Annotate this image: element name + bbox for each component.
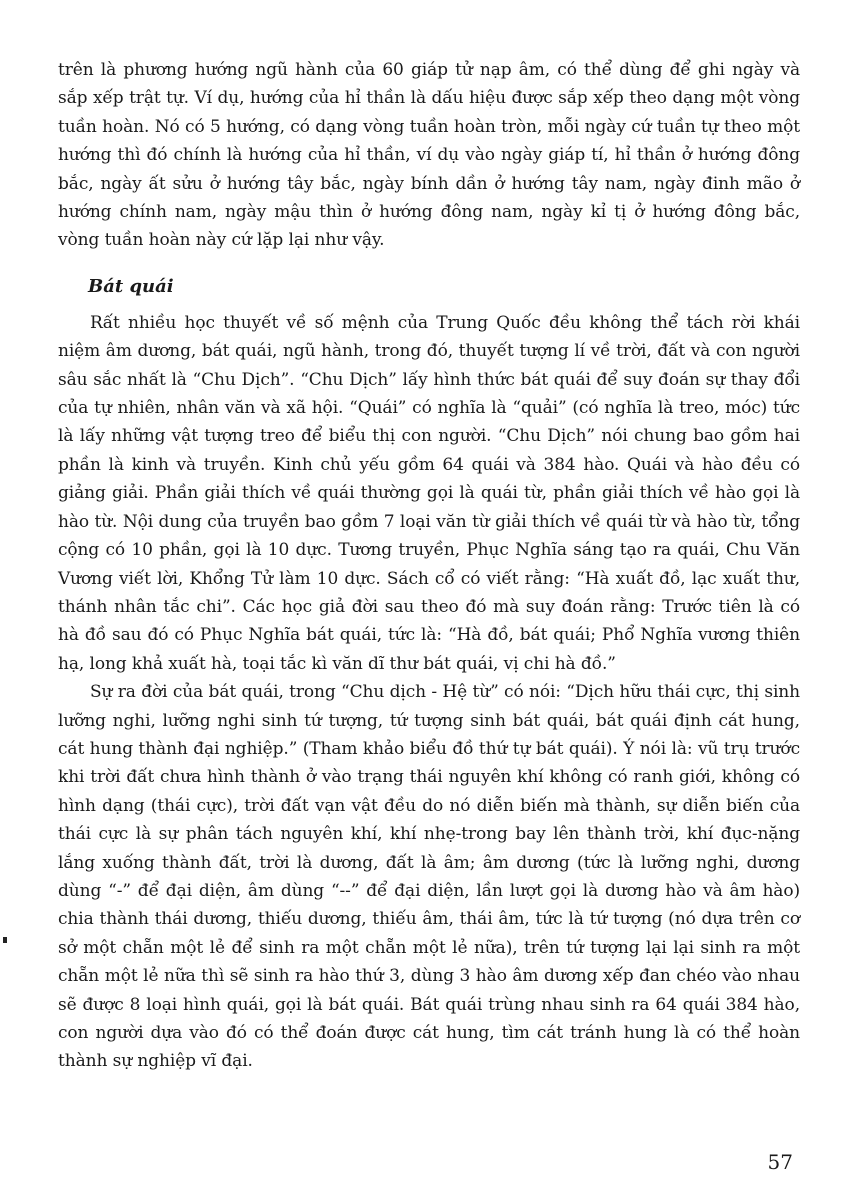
page-number: 57 [767, 1150, 793, 1174]
intro-paragraph: trên là phương hướng ngũ hành của 60 giáp tử nạp âm, có thể dùng để ghi ngày và sắp xếp trật tự. Ví dụ, hướng của hỉ thần là dấu hiệu được sắp xếp theo dạng một vòng tuần hoàn. Nó có 5 hướng, có dạng vòng tuần hoàn tròn, mỗi ngày cứ tuần tự theo một hướng thì đó chính là hướng của hỉ thần, ví dụ vào ngày giáp tí, hỉ thần ở hướng đông bắc, ngày ất sửu ở hướng tây bắc, ngày bính dần ở hướng tây nam, ngày đinh mão ở hướng chính nam, ngày mậu thìn ở hướng đông nam, ngày kỉ tị ở hướng đông bắc, vòng tuần hoàn này cứ lặp lại như vậy. [58, 60, 800, 251]
section-heading-bat-quai: Bát quái [88, 275, 174, 297]
page-body [58, 56, 800, 1076]
paragraph-2: Sự ra đời của bát quái, trong “Chu dịch - Hệ từ” có nói: “Dịch hữu thái cực, thị sinh lưỡng nghi, lưỡng nghi sinh tứ tượng, tứ tượng sinh bát quái, bát quái định cát hung, cát hung thành đại nghiệp.” (Tham khảo biểu đồ thứ tự bát quái). Ý nói là: vũ trụ trước khi trời đất chưa hình thành ở vào trạng thái nguyên khí không có ranh giới, không có hình dạng (thái cực), trời đất vạn vật đều do nó diễn biến mà thành, sự diễn biến của thái cực là sự phân tách nguyên khí, khí nhẹ-trong bay lên thành trời, khí đục-nặng lắng xuống thành đất, trời là dương, đất là âm; âm dương (tức là lưỡng nghi, dương dùng “-” để đại diện, âm dùng “--” để đại diện, lần lượt gọi là dương hào và âm hào) chia thành thái dương, thiếu dương, thiếu âm, thái âm, tức là tứ tượng (nó dựa trên cơ sở một chẵn một lẻ để sinh ra một chẵn một lẻ nữa), trên tứ tượng lại lại sinh ra một chẵn một lẻ nữa thì sẽ sinh ra hào thứ 3, dùng 3 hào âm dương xếp đan chéo vào nhau sẽ được 8 loại hình quái, gọi là bát quái. Bát quái trùng nhau sinh ra 64 quái 384 hào, con người dựa vào đó có thể đoán được cát hung, tìm cát tránh hung là có thể hoàn thành sự nghiệp vĩ đại. [58, 682, 800, 1072]
paragraph-1: Rất nhiều học thuyết về số mệnh của Trung Quốc đều không thể tách rời khái niệm âm dương, bát quái, ngũ hành, trong đó, thuyết tượng lí về trời, đất và con người sâu sắc nhất là “Chu Dịch”. “Chu Dịch” lấy hình thức bát quái để suy đoán sự thay đổi của tự nhiên, nhân văn và xã hội. “Quái” có nghĩa là “quải” (có nghĩa là treo, móc) tức là lấy những vật tượng treo để biểu thị con người. “Chu Dịch” nói chung bao gồm hai phần là kinh và truyền. Kinh chủ yếu gồm 64 quái và 384 hào. Quái và hào đều có giảng giải. Phần giải thích về quái thường gọi là quái từ, phần giải thích về hào gọi là hào từ. Nội dung của truyền bao gồm 7 loại văn từ giải thích về quái từ và hào từ, tổng cộng có 10 phần, gọi là 10 dực. Tương truyền, Phục Nghĩa sáng tạo ra quái, Chu Văn Vương viết lời, Khổng Tử làm 10 dực. Sách cổ có viết rằng: “Hà xuất đồ, lạc xuất thư, thánh nhân tắc chi”. Các học giả đời sau theo đó mà suy đoán rằng: Trước tiên là có hà đồ sau đó có Phục Nghĩa bát quái, tức là: “Hà đồ, bát quái; Phổ Nghĩa vương thiên hạ, long khả xuất hà, toại tắc kì văn dĩ thư bát quái, vị chi hà đồ.” [58, 312, 800, 674]
margin-mark [3, 937, 7, 943]
